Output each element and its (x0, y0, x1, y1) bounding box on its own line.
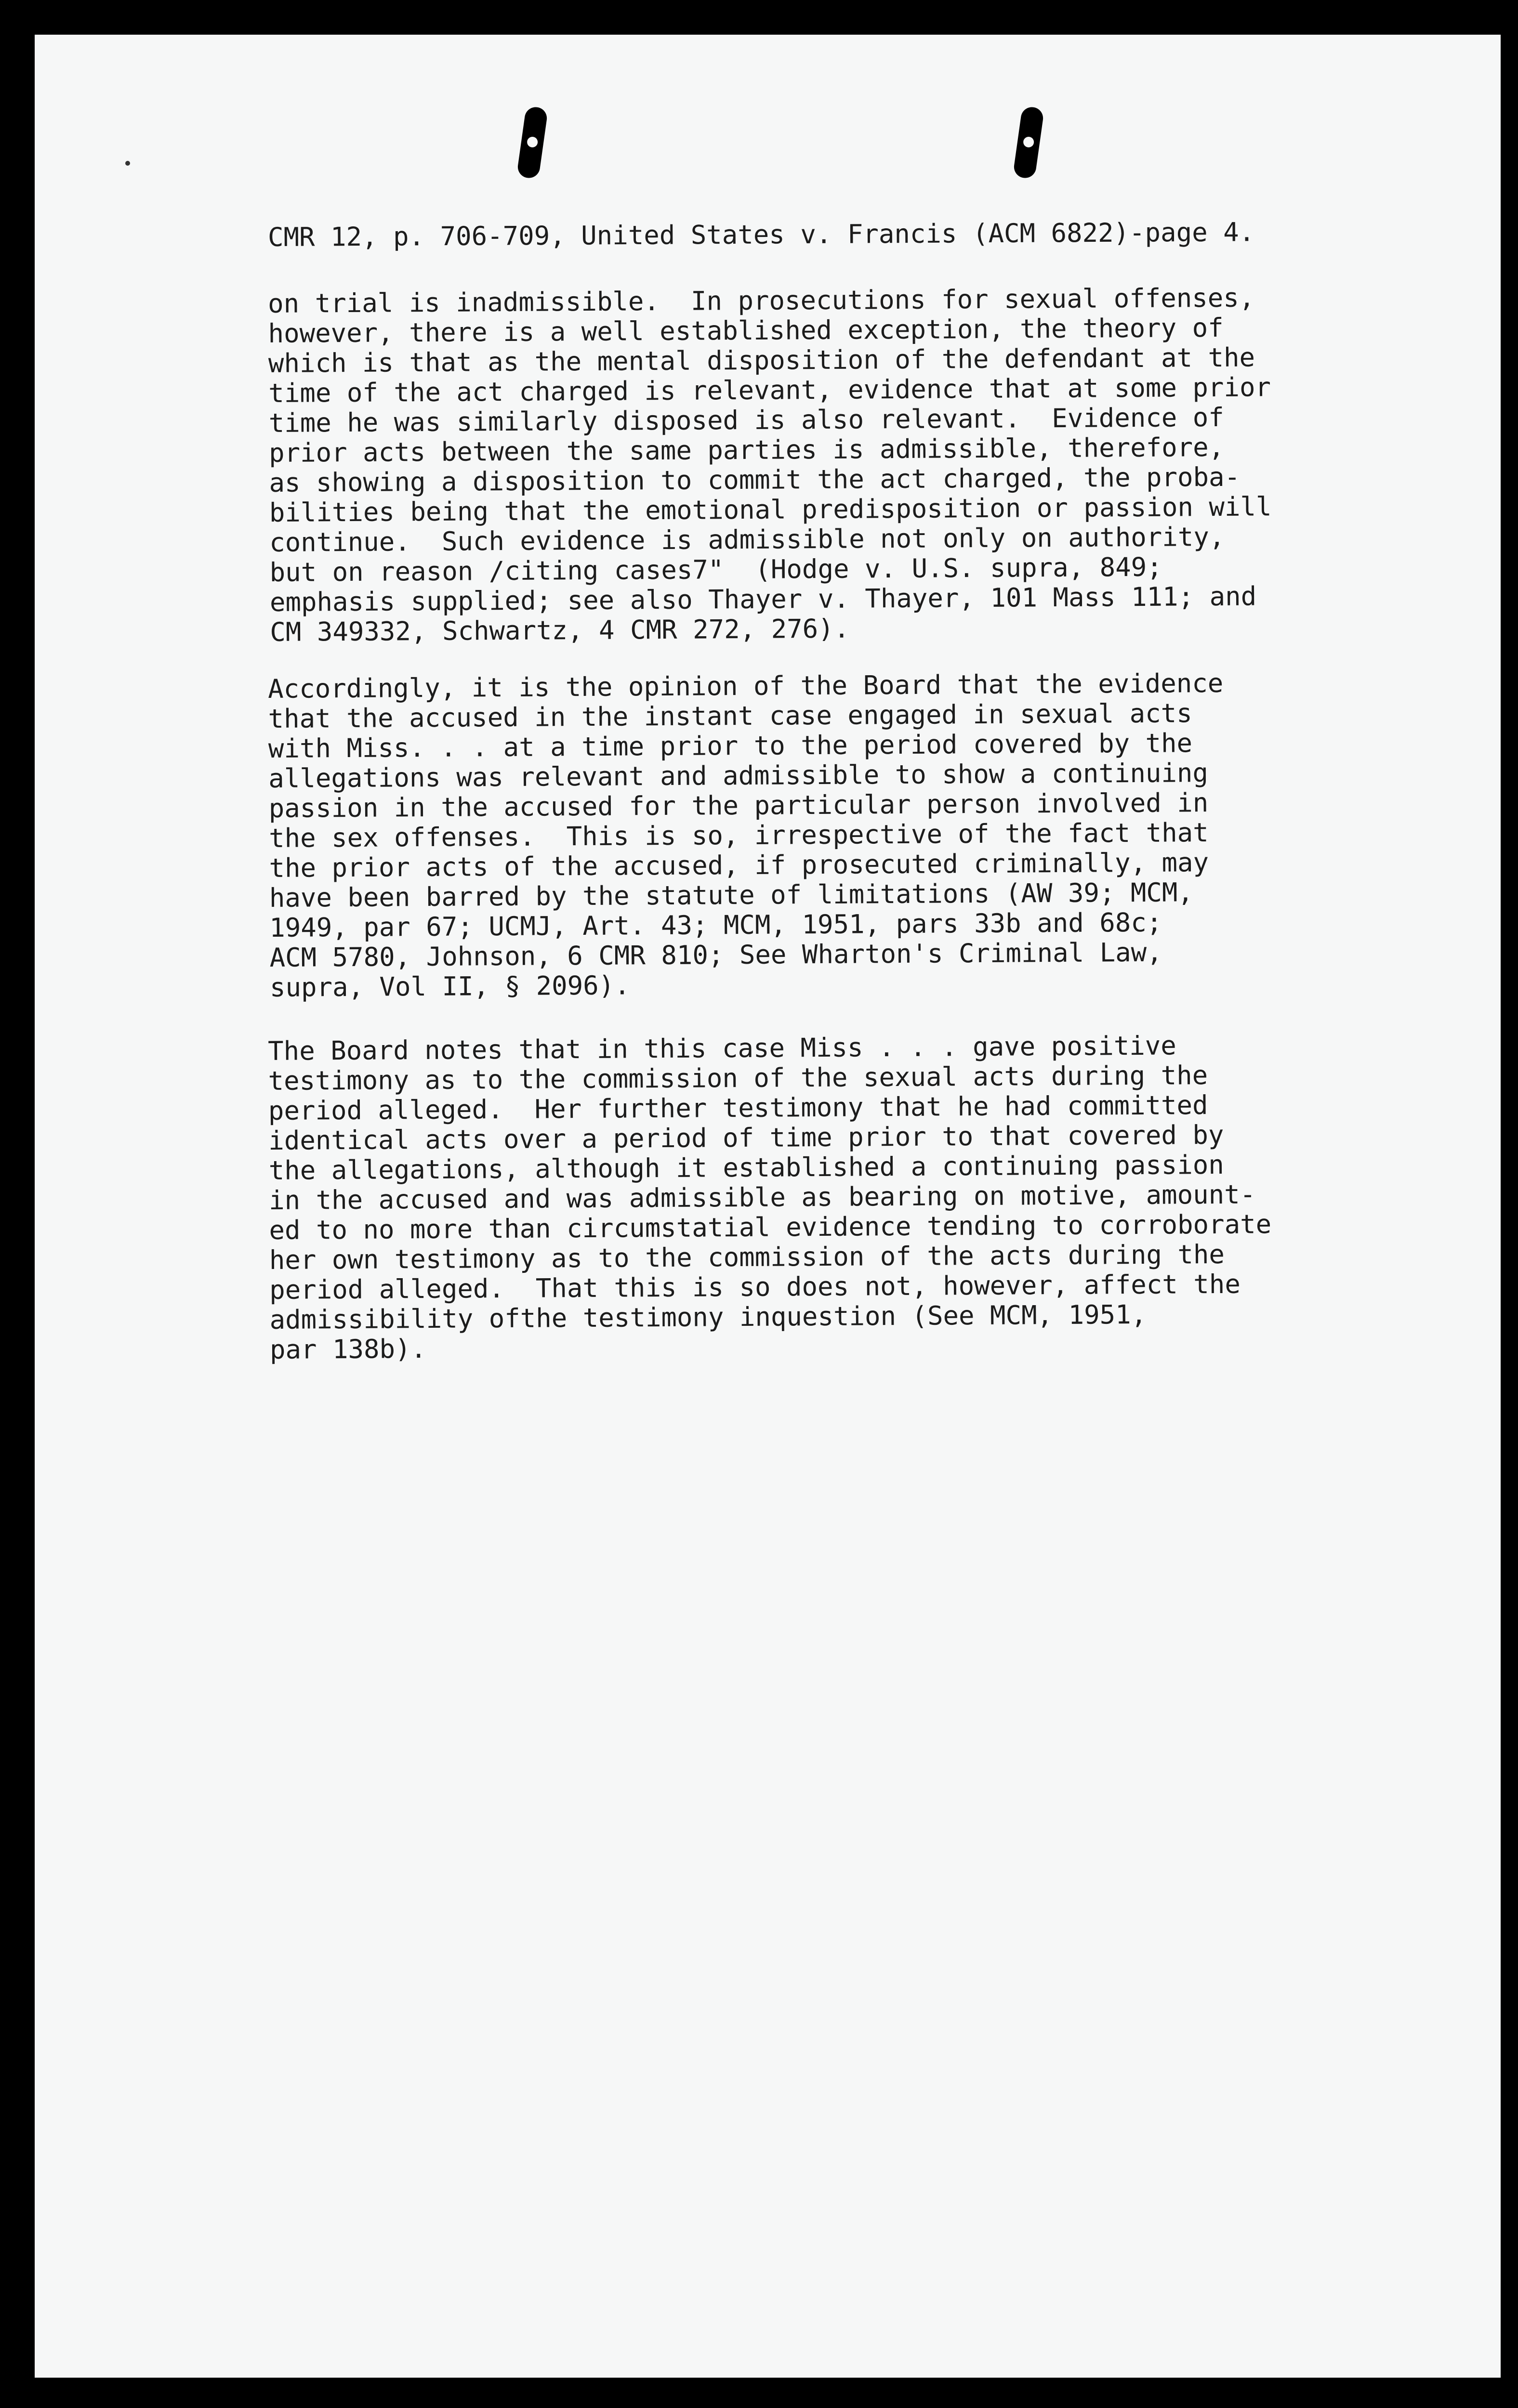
text-line: 1949, par 67; UCMJ, Art. 43; MCM, 1951, pars 33b and 68c; (269, 907, 1162, 943)
text-line: prior acts between the same parties is admissible, therefore, (268, 432, 1225, 468)
paragraph-3 (268, 1029, 1455, 1365)
text-line: which is that as the mental disposition of the defendant at the (268, 342, 1255, 379)
text-line: emphasis supplied; see also Thayer v. Thayer, 101 Mass 111; and (269, 581, 1257, 617)
text-line: admissibility ofthe testimony inquestion (See MCM, 1951, (269, 1299, 1147, 1335)
text-line: passion in the accused for the particular person involved in (268, 787, 1209, 824)
text-line: The Board notes that in this case Miss . . . gave positive (267, 1030, 1176, 1066)
text-line: but on reason /citing cases7" (Hodge v. U.S. supra, 849; (269, 551, 1162, 588)
text-line: time he was similarly disposed is also relevant. Evidence of (268, 402, 1225, 438)
text-line: Accordingly, it is the opinion of the Board that the evidence (267, 667, 1224, 704)
page-header: CMR 12, p. 706-709, United States v. Francis (ACM 6822)-page 4. (267, 217, 1255, 252)
text-line: the sex offenses. This is so, irrespective of the fact that (268, 817, 1209, 853)
text-line: identical acts over a period of time prior to that covered by (268, 1119, 1224, 1156)
text-line: supra, Vol II, § 2096). (269, 970, 630, 1003)
text-line: period alleged. Her further testimony that he had committed (268, 1090, 1208, 1126)
text-line: her own testimony as to the commission of the acts during the (269, 1239, 1225, 1275)
text-line: that the accused in the instant case engaged in sexual acts (268, 698, 1192, 734)
text-line: with Miss. . . at a time prior to the period covered by the (268, 728, 1193, 764)
text-line: on trial is inadmissible. In prosecutions for sexual offenses, (267, 282, 1255, 319)
text-line: CM 349332, Schwartz, 4 CMR 272, 276). (270, 613, 850, 647)
text-line: time of the act charged is relevant, evidence that at some prior (268, 372, 1271, 408)
text-line: the allegations, although it established a continuing passion (268, 1149, 1225, 1186)
text-line: bilities being that the emotional predisposition or passion will (269, 491, 1272, 528)
text-line: in the accused and was admissible as bearing on motive, amount- (268, 1179, 1256, 1216)
text-line: ACM 5780, Johnson, 6 CMR 810; See Wharton's Criminal Law, (269, 937, 1162, 973)
text-line: testimony as to the commission of the sexual acts during the (268, 1060, 1208, 1096)
document-page (35, 35, 1501, 2378)
ink-speck (125, 161, 130, 166)
text-line: the prior acts of the accused, if prosecuted criminally, may (269, 847, 1209, 883)
text-line: par 138b). (269, 1334, 427, 1365)
text-line: allegations was relevant and admissible to show a continuing (268, 758, 1209, 794)
binder-hole-right (1013, 106, 1044, 180)
text-line: as showing a disposition to commit the act charged, the proba- (269, 461, 1241, 498)
binder-hole-left (516, 106, 548, 180)
text-line: however, there is a well established exception, the theory of (268, 312, 1224, 349)
paragraph-2 (268, 667, 1455, 1003)
text-line: continue. Such evidence is admissible not only on authority, (269, 521, 1225, 558)
paragraph-1 (268, 282, 1455, 647)
text-line: period alleged. That this is so does not, however, affect the (269, 1269, 1241, 1305)
text-line: ed to no more than circumstatial evidence tending to corroborate (269, 1209, 1272, 1245)
text-line: have been barred by the statute of limitations (AW 39; MCM, (269, 877, 1194, 913)
